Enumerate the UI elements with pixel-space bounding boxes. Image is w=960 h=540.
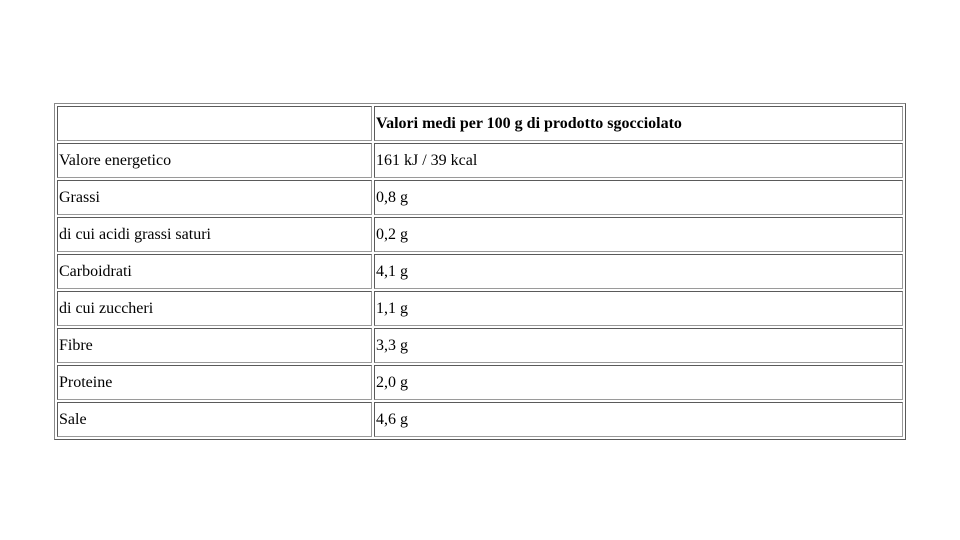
table-header-row [57,106,903,141]
row-label-energy: Valore energetico [57,143,372,178]
row-value-protein: 2,0 g [374,365,903,400]
table-row [57,365,903,400]
row-value-salt: 4,6 g [374,402,903,437]
nutrition-facts-table [54,103,906,440]
row-value-saturated-fat: 0,2 g [374,217,903,252]
row-label-fat: Grassi [57,180,372,215]
table-row [57,180,903,215]
row-value-fat: 0,8 g [374,180,903,215]
row-value-carbohydrates: 4,1 g [374,254,903,289]
row-value-fibre: 3,3 g [374,328,903,363]
header-value-cell: Valori medi per 100 g di prodotto sgocciolato [374,106,903,141]
row-label-sugars: di cui zuccheri [57,291,372,326]
table-row [57,328,903,363]
row-label-salt: Sale [57,402,372,437]
table-row [57,291,903,326]
row-label-fibre: Fibre [57,328,372,363]
table-row [57,254,903,289]
table-row [57,402,903,437]
nutrition-table-container [54,103,906,440]
header-label-cell [57,106,372,141]
table-row [57,143,903,178]
row-value-sugars: 1,1 g [374,291,903,326]
row-label-carbohydrates: Carboidrati [57,254,372,289]
table-row [57,217,903,252]
row-value-energy: 161 kJ / 39 kcal [374,143,903,178]
row-label-protein: Proteine [57,365,372,400]
row-label-saturated-fat: di cui acidi grassi saturi [57,217,372,252]
